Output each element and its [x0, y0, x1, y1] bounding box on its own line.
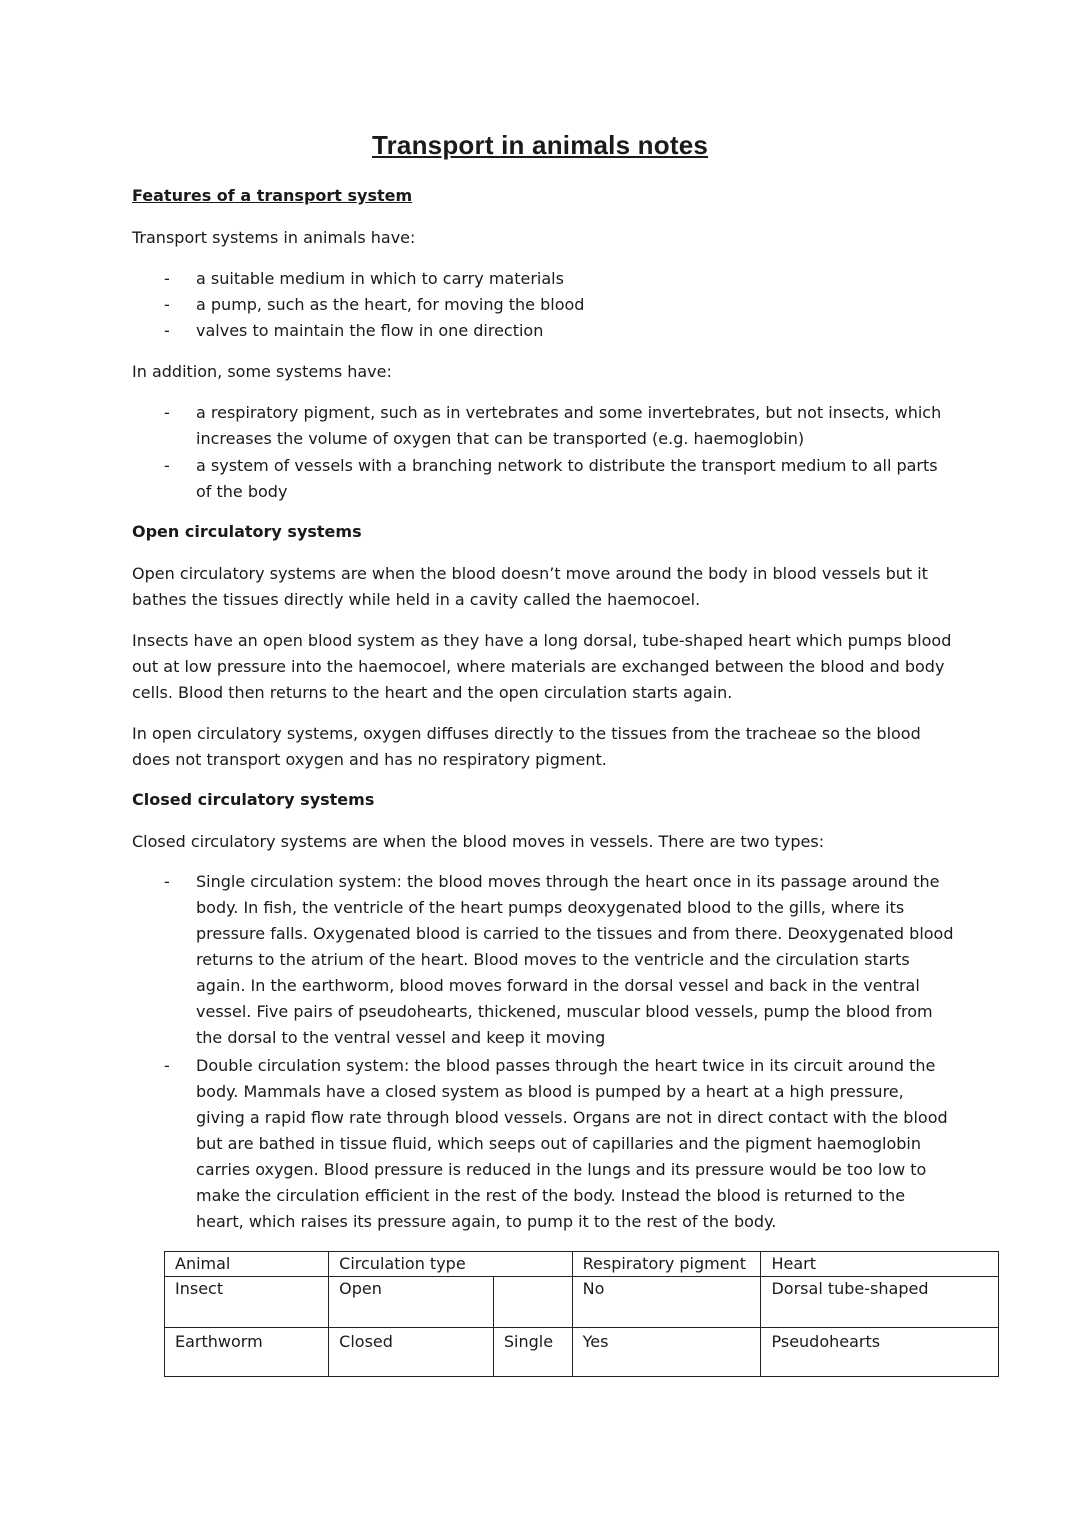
table-cell: Insect	[165, 1277, 329, 1328]
table-cell: Earthworm	[165, 1328, 329, 1377]
heading-features: Features of a transport system	[132, 186, 413, 205]
table-cell: Single	[493, 1328, 572, 1377]
table-cell: Open	[329, 1277, 494, 1328]
table-cell: Dorsal tube-shaped	[761, 1277, 999, 1328]
list-item: a pump, such as the heart, for moving the blood	[196, 295, 585, 314]
table-header-cell: Animal	[165, 1252, 329, 1277]
list-item: valves to maintain the flow in one direction	[196, 321, 544, 340]
table-cell: No	[572, 1277, 761, 1328]
table-row	[165, 1328, 999, 1377]
list-item: a system of vessels with a branching network to distribute the transport medium to all parts of the body	[196, 456, 938, 501]
features-intro-2: In addition, some systems have:	[132, 362, 392, 381]
paragraph: Insects have an open blood system as they have a long dorsal, tube-shaped heart which pumps blood out at low pressure into the haemocoel, where materials are exchanged between the blood and body cells. Blood then returns to the heart and the open circulation starts again.	[132, 631, 952, 702]
heading-open: Open circulatory systems	[132, 522, 362, 541]
bullet-marker: -	[164, 269, 170, 288]
comparison-table	[164, 1251, 999, 1377]
closed-intro: Closed circulatory systems are when the blood moves in vessels. There are two types:	[132, 832, 825, 851]
table-header-cell: Respiratory pigment	[572, 1252, 761, 1277]
bullet-marker: -	[164, 321, 170, 340]
table-cell	[493, 1277, 572, 1328]
bullet-marker: -	[164, 403, 170, 422]
paragraph: In open circulatory systems, oxygen diffuses directly to the tissues from the tracheae so the blood does not transport oxygen and has no respiratory pigment.	[132, 724, 921, 769]
paragraph: Open circulatory systems are when the blood doesn’t move around the body in blood vessels but it bathes the tissues directly while held in a cavity called the haemocoel.	[132, 564, 928, 609]
table-cell: Pseudohearts	[761, 1328, 999, 1377]
table-header-cell: Circulation type	[329, 1252, 572, 1277]
table-header-row	[165, 1252, 999, 1277]
bullet-marker: -	[164, 872, 170, 891]
table-header-cell: Heart	[761, 1252, 999, 1277]
table-cell: Yes	[572, 1328, 761, 1377]
list-item: a respiratory pigment, such as in vertebrates and some invertebrates, but not insects, which increases the volume of oxygen that can be transported (e.g. haemoglobin)	[196, 403, 942, 448]
table-row	[165, 1277, 999, 1328]
list-item: Double circulation system: the blood passes through the heart twice in its circuit around the body. Mammals have a closed system as blood is pumped by a heart at a high pressure, giving a rapid flow rate through blood vessels. Organs are not in direct contact with the blood but are bathed in tissue fluid, which seeps out of capillaries and the pigment haemoglobin carries oxygen. Blood pressure is reduced in the lungs and its pressure would be too low to make the circulation efficient in the rest of the body. Instead the blood is returned to the heart, which raises its pressure again, to pump it to the rest of the body.	[196, 1056, 948, 1231]
list-item: a suitable medium in which to carry materials	[196, 269, 564, 288]
heading-closed: Closed circulatory systems	[132, 790, 375, 809]
list-item: Single circulation system: the blood moves through the heart once in its passage around the body. In fish, the ventricle of the heart pumps deoxygenated blood to the gills, where its pressure falls. Oxygenated blood is carried to the tissues and from there. Deoxygenated blood returns to the atrium of the heart. Blood moves to the ventricle and the circulation starts again. In the earthworm, blood moves forward in the dorsal vessel and back in the ventral vessel. Five pairs of pseudohearts, thickened, muscular blood vessels, pump the blood from the dorsal to the ventral vessel and keep it moving	[196, 872, 954, 1047]
page-title: Transport in animals notes	[371, 130, 709, 160]
bullet-marker: -	[164, 456, 170, 475]
table-cell: Closed	[329, 1328, 494, 1377]
bullet-marker: -	[164, 1056, 170, 1075]
bullet-marker: -	[164, 295, 170, 314]
features-intro: Transport systems in animals have:	[132, 228, 416, 247]
